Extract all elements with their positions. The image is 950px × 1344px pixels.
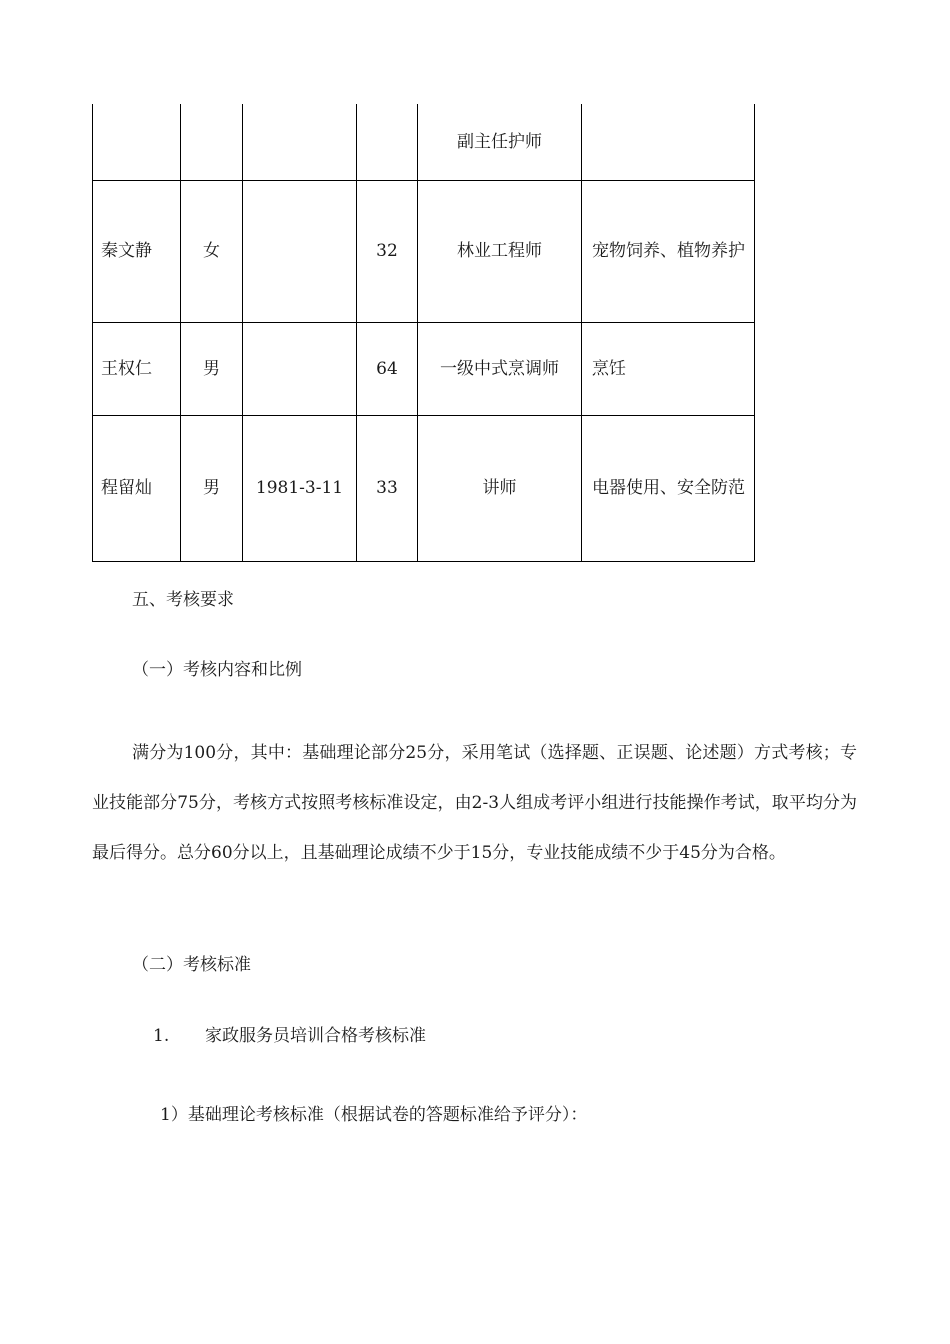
age-cell: 32 [357,180,418,322]
subsection-heading-standards: （二）考核标准 [132,955,251,975]
title-cell: 副主任护师 [418,104,582,180]
gender-cell: 女 [181,180,243,322]
assessment-paragraph: 满分为100分，其中：基础理论部分25分，采用笔试（选择题、正误题、论述题）方式考核；专业技能部分75分，考核方式按照考核标准设定，由2-3人组成考评小组进行技能操作考试，取平均分为最后得分。总分60分以上，且基础理论成绩不少于15分，专业技能成绩不少于45分为合格。 [92,743,857,863]
sub-item-heading: 1）基础理论考核标准（根据试卷的答题标准给予评分）： [160,1105,588,1125]
title-cell: 林业工程师 [418,180,582,322]
numbered-list-item [153,1024,426,1048]
age-cell: 33 [357,415,418,561]
name-cell: 秦文静 [93,180,181,322]
title-cell: 讲师 [418,415,582,561]
birth-cell [243,104,357,180]
age-cell [357,104,418,180]
birth-cell: 1981-3-11 [243,415,357,561]
list-number: 1. [153,1026,170,1046]
name-cell: 程留灿 [93,415,181,561]
name-cell [93,104,181,180]
specialty-cell [582,104,755,180]
gender-cell [181,104,243,180]
birth-cell [243,322,357,415]
subsection-heading-content: （一）考核内容和比例 [132,660,302,680]
section-heading: 五、考核要求 [132,590,234,610]
specialty-cell: 宠物饲养、植物养护 [582,180,755,322]
table-row [93,322,755,415]
birth-cell [243,180,357,322]
table-row [93,415,755,561]
staff-table [92,104,755,562]
specialty-cell: 电器使用、安全防范 [582,415,755,561]
table-row [93,180,755,322]
specialty-cell: 烹饪 [582,322,755,415]
name-cell: 王权仁 [93,322,181,415]
title-cell: 一级中式烹调师 [418,322,582,415]
gender-cell: 男 [181,415,243,561]
age-cell: 64 [357,322,418,415]
table-row [93,104,755,180]
list-item-text: 家政服务员培训合格考核标准 [205,1026,426,1046]
gender-cell: 男 [181,322,243,415]
